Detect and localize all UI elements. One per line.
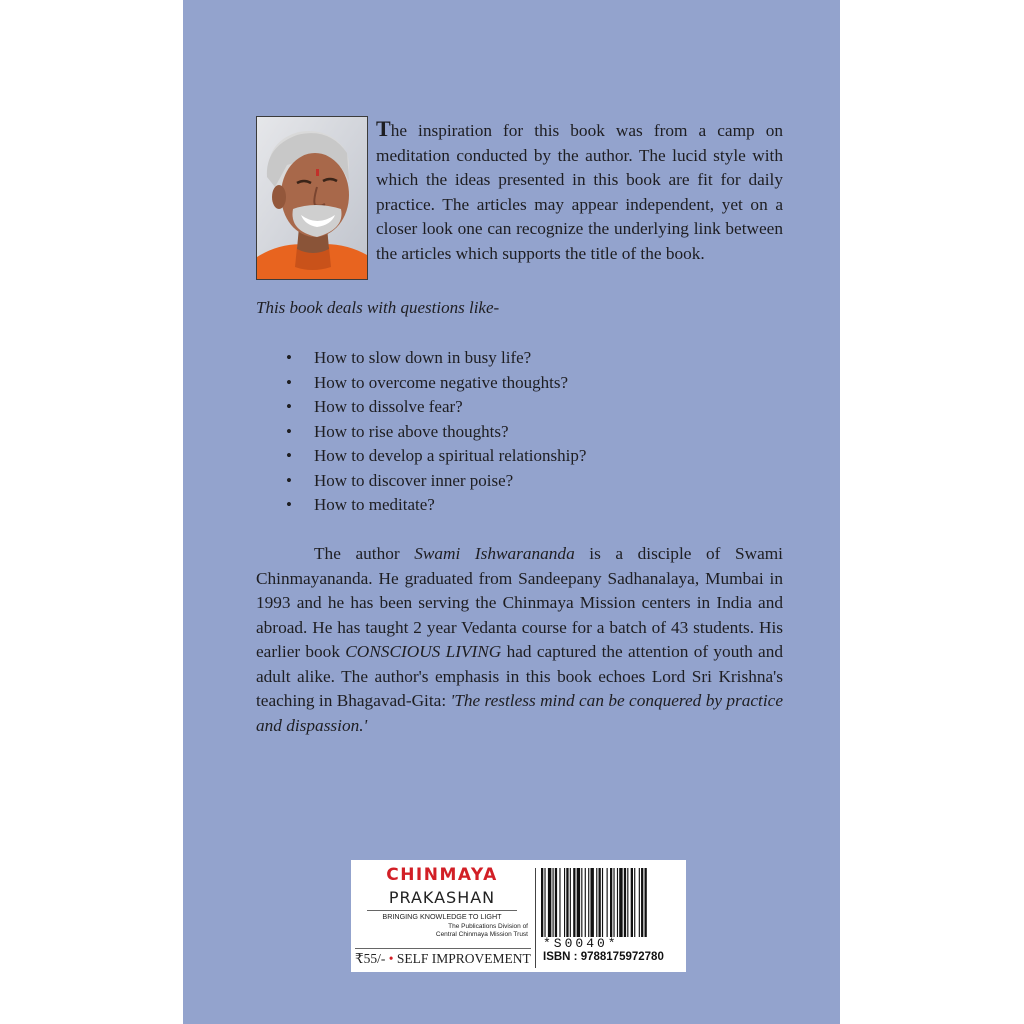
publisher-division-line1: The Publications Division of — [448, 923, 528, 930]
list-item: • How to meditate? — [286, 493, 586, 518]
isbn: ISBN : 9788175972780 — [543, 951, 664, 963]
barcode-bar — [559, 868, 560, 937]
divider — [535, 868, 536, 968]
bullet-icon: • — [286, 397, 292, 416]
intro-text: he inspiration for this book was from a camp on meditation conducted by the author. The lucid style with which the ideas presented in this book are fit for daily practice. The articles may appear independent, yet on a closer look one can recognize the underlying link between the articles which supports the title of the book. — [376, 121, 783, 263]
barcode-bar — [570, 868, 571, 937]
barcode-bar — [577, 868, 580, 937]
list-item: • How to discover inner poise? — [286, 469, 586, 494]
bullet-icon: • — [286, 372, 292, 392]
barcode-bar — [590, 868, 593, 937]
barcode-bar — [548, 868, 551, 937]
bullet-icon: • — [286, 446, 292, 465]
barcode-bar — [627, 868, 628, 937]
bullet-icon: • — [286, 421, 292, 441]
price-category — [355, 948, 531, 967]
barcode-bar — [585, 868, 586, 937]
barcode-bar — [599, 868, 601, 937]
publisher-tagline: BRINGING KNOWLEDGE TO LIGHT — [367, 910, 517, 921]
author-portrait-illustration — [257, 117, 367, 279]
barcode-bar — [581, 868, 582, 937]
list-item: • How to develop a spiritual relationship? — [286, 444, 586, 469]
barcode-bar — [555, 868, 557, 937]
list-item: • How to overcome negative thoughts? — [286, 371, 586, 396]
bullet-icon: • — [286, 495, 292, 514]
barcode-bar — [617, 868, 618, 937]
barcode-bar — [607, 868, 608, 937]
list-item: • How to dissolve fear? — [286, 395, 586, 420]
barcode — [541, 868, 680, 937]
publisher-logo-line1: CHINMAYA — [386, 865, 498, 885]
author-name: Swami Ishwarananda — [414, 544, 575, 563]
publisher-logo-line2: PRAKASHAN — [388, 888, 496, 907]
barcode-bar — [610, 868, 612, 937]
questions-list — [286, 346, 586, 518]
barcode-bar — [631, 868, 633, 937]
earlier-book-title: CONSCIOUS LIVING — [345, 642, 502, 661]
gita-quote: 'The restless mind can be conquered by practice and dispassion.' — [256, 691, 783, 735]
bullet-icon: • — [286, 470, 292, 490]
barcode-bar — [639, 868, 640, 937]
author-photo — [256, 116, 368, 280]
list-item: • How to slow down in busy life? — [286, 346, 586, 371]
barcode-bar — [619, 868, 622, 937]
barcode-bar — [588, 868, 589, 937]
barcode-bar — [564, 868, 565, 937]
barcode-bar — [634, 868, 635, 937]
barcode-bar — [544, 868, 545, 937]
barcode-bar — [596, 868, 597, 937]
list-item: • How to rise above thoughts? — [286, 420, 586, 445]
barcode-bar — [566, 868, 568, 937]
barcode-bar — [573, 868, 575, 937]
barcode-bar — [645, 868, 647, 937]
barcode-bar — [553, 868, 554, 937]
publisher-label — [351, 860, 686, 972]
questions-heading: This book deals with questions like- — [256, 298, 500, 317]
barcode-bar — [613, 868, 614, 937]
bullet-icon: • — [286, 348, 292, 367]
barcode-bar — [541, 868, 543, 937]
barcode-bar — [624, 868, 626, 937]
intro-paragraph — [376, 117, 783, 266]
category: SELF IMPROVEMENT — [396, 951, 531, 966]
price: ₹55/- — [355, 951, 386, 966]
intro-dropcap: T — [376, 116, 391, 141]
author-paragraph: The author Swami Ishwarananda is a disciple of Swami Chinmayananda. He graduated from Sandeepany Sadhanalaya, Mumbai in 1993 and he has been serving the Chinmaya Mission centers in India and abroad. He has taught 2 year Vedanta course for a batch of 43 students. His earlier book CONSCIOUS LIVING had captured the attention of youth and adult alike. The author's emphasis in this book echoes Lord Sri Krishna's teaching in Bhagavad-Gita: 'The restless mind can be conquered by practice and dispassion.' — [256, 544, 784, 735]
barcode-bar — [641, 868, 643, 937]
barcode-text: *S0040* — [543, 936, 619, 951]
price-separator: • — [385, 951, 397, 966]
barcode-bar — [602, 868, 603, 937]
publisher-division-line2: Central Chinmaya Mission Trust — [435, 931, 528, 938]
